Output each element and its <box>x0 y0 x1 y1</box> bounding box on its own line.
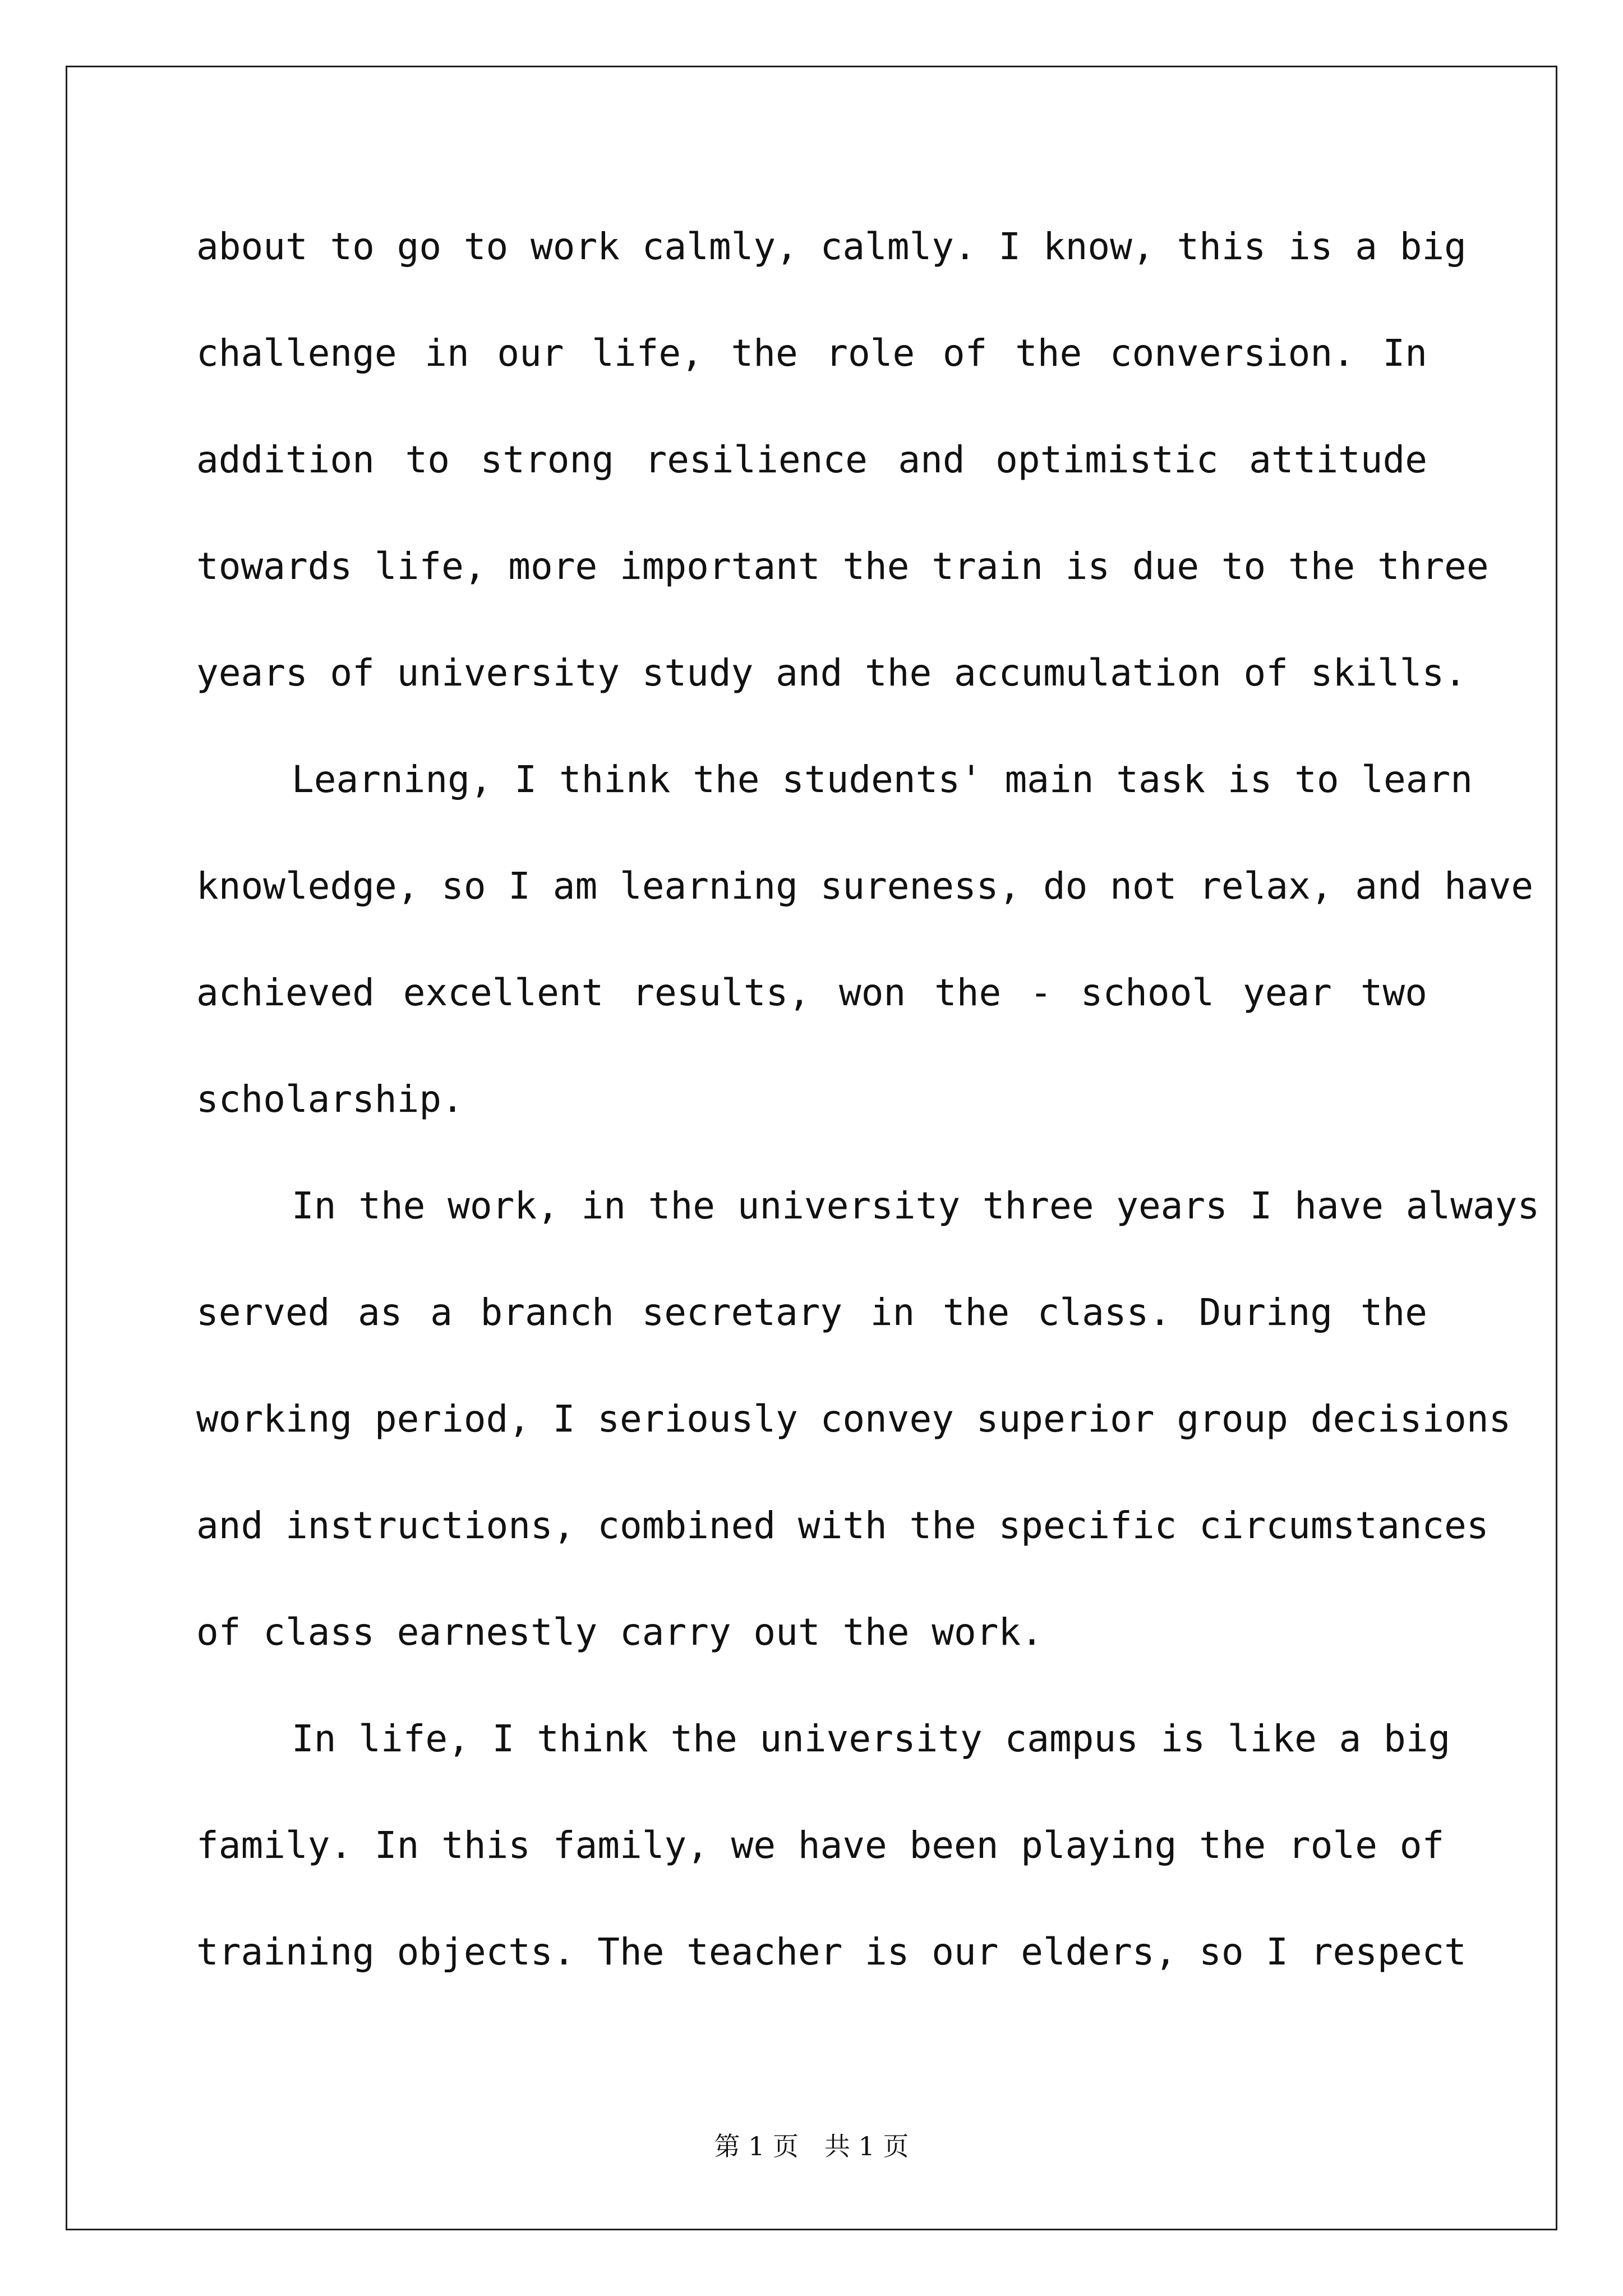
text-line: addition to strong resilience and optimistic attitude <box>196 438 1427 481</box>
text-line: served as a branch secretary in the class. During the <box>196 1291 1427 1334</box>
page-number-footer: 第 1 页 共 1 页 <box>714 2131 909 2161</box>
text-line: scholarship. <box>196 1078 464 1121</box>
text-line: of class earnestly carry out the work. <box>196 1611 1043 1654</box>
text-line: about to go to work calmly, calmly. I know, this is a big <box>196 225 1467 268</box>
document-body <box>196 213 1540 2025</box>
text-line: Learning, I think the students' main task is to learn <box>292 758 1473 801</box>
text-line: In life, I think the university campus is like a big <box>292 1717 1451 1760</box>
text-line: towards life, more important the train is due to the three <box>196 545 1489 588</box>
text-line: challenge in our life, the role of the conversion. In <box>196 332 1427 375</box>
text-line: achieved excellent results, won the - school year two <box>196 971 1427 1014</box>
text-line: knowledge, so I am learning sureness, do not relax, and have <box>196 864 1534 908</box>
text-line: training objects. The teacher is our elders, so I respect <box>196 1930 1467 1973</box>
text-line: years of university study and the accumulation of skills. <box>196 651 1467 694</box>
text-line: working period, I seriously convey superior group decisions <box>196 1397 1511 1441</box>
text-line: In the work, in the university three years I have always <box>292 1184 1540 1227</box>
text-line: family. In this family, we have been playing the role of <box>196 1824 1445 1867</box>
text-line: and instructions, combined with the specific circumstances <box>196 1504 1489 1547</box>
